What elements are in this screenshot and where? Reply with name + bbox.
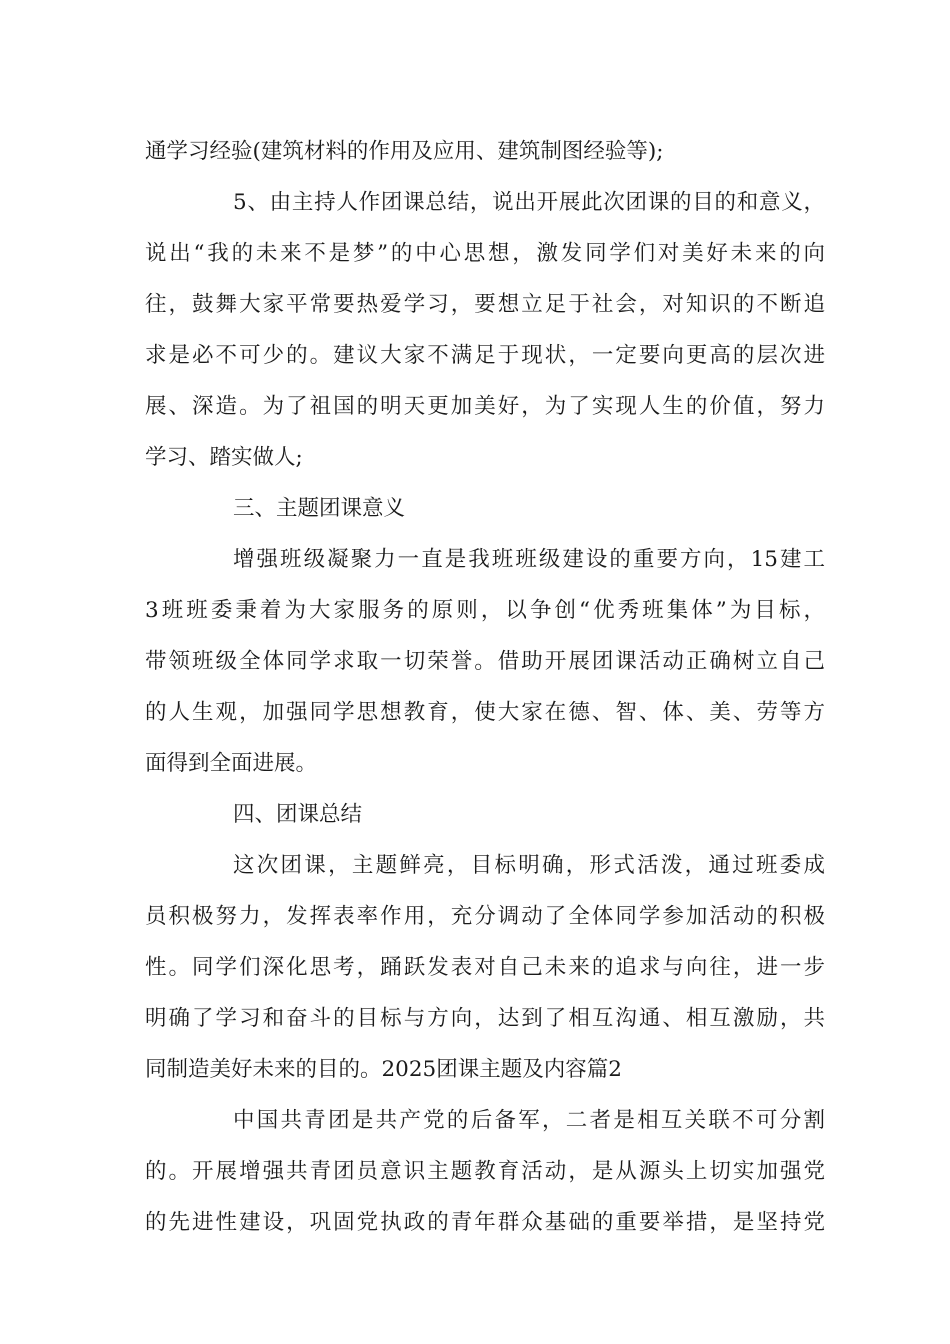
body-text <box>145 126 825 1248</box>
text-line: 面得到全面进展。 <box>145 751 318 776</box>
text-line: 带领班级全体同学求取一切荣誉。借助开展团课活动正确树立自己 <box>145 649 825 674</box>
section-heading: 三、主题团课意义 <box>233 496 406 521</box>
text-line: 同制造美好未来的目的。2025团课主题及内容篇2 <box>145 1057 622 1082</box>
text-line: 员积极努力，发挥表率作用，充分调动了全体同学参加活动的积极 <box>145 904 825 929</box>
paragraph-start: 这次团课，主题鲜亮，目标明确，形式活泼，通过班委成 <box>233 853 825 878</box>
text-line: 的先进性建设，巩固党执政的青年群众基础的重要举措，是坚持党 <box>145 1210 825 1235</box>
paragraph-start: 增强班级凝聚力一直是我班班级建设的重要方向，15建工 <box>233 547 825 572</box>
text-line: 的。开展增强共青团员意识主题教育活动，是从源头上切实加强党 <box>145 1159 825 1184</box>
text-line: 求是必不可少的。建议大家不满足于现状，一定要向更高的层次进 <box>145 343 825 368</box>
text-line: 往，鼓舞大家平常要热爱学习，要想立足于社会，对知识的不断追 <box>145 292 825 317</box>
text-line: 学习、踏实做人; <box>145 445 303 470</box>
paragraph-start: 5、由主持人作团课总结，说出开展此次团课的目的和意义， <box>233 190 825 215</box>
text-line: 的人生观，加强同学思想教育，使大家在德、智、体、美、劳等方 <box>145 700 825 725</box>
text-line: 展、深造。为了祖国的明天更加美好，为了实现人生的价值，努力 <box>145 394 825 419</box>
text-line: 3班班委秉着为大家服务的原则，以争创“优秀班集体”为目标， <box>145 598 825 623</box>
text-line: 明确了学习和奋斗的目标与方向，达到了相互沟通、相互激励，共 <box>145 1006 825 1031</box>
text-line: 通学习经验(建筑材料的作用及应用、建筑制图经验等); <box>145 139 664 164</box>
paragraph-start: 中国共青团是共产党的后备军，二者是相互关联不可分割 <box>233 1108 825 1133</box>
text-line: 性。同学们深化思考，踊跃发表对自己未来的追求与向往，进一步 <box>145 955 825 980</box>
section-heading: 四、团课总结 <box>233 802 363 827</box>
text-line: 说出“我的未来不是梦”的中心思想，激发同学们对美好未来的向 <box>145 241 825 266</box>
